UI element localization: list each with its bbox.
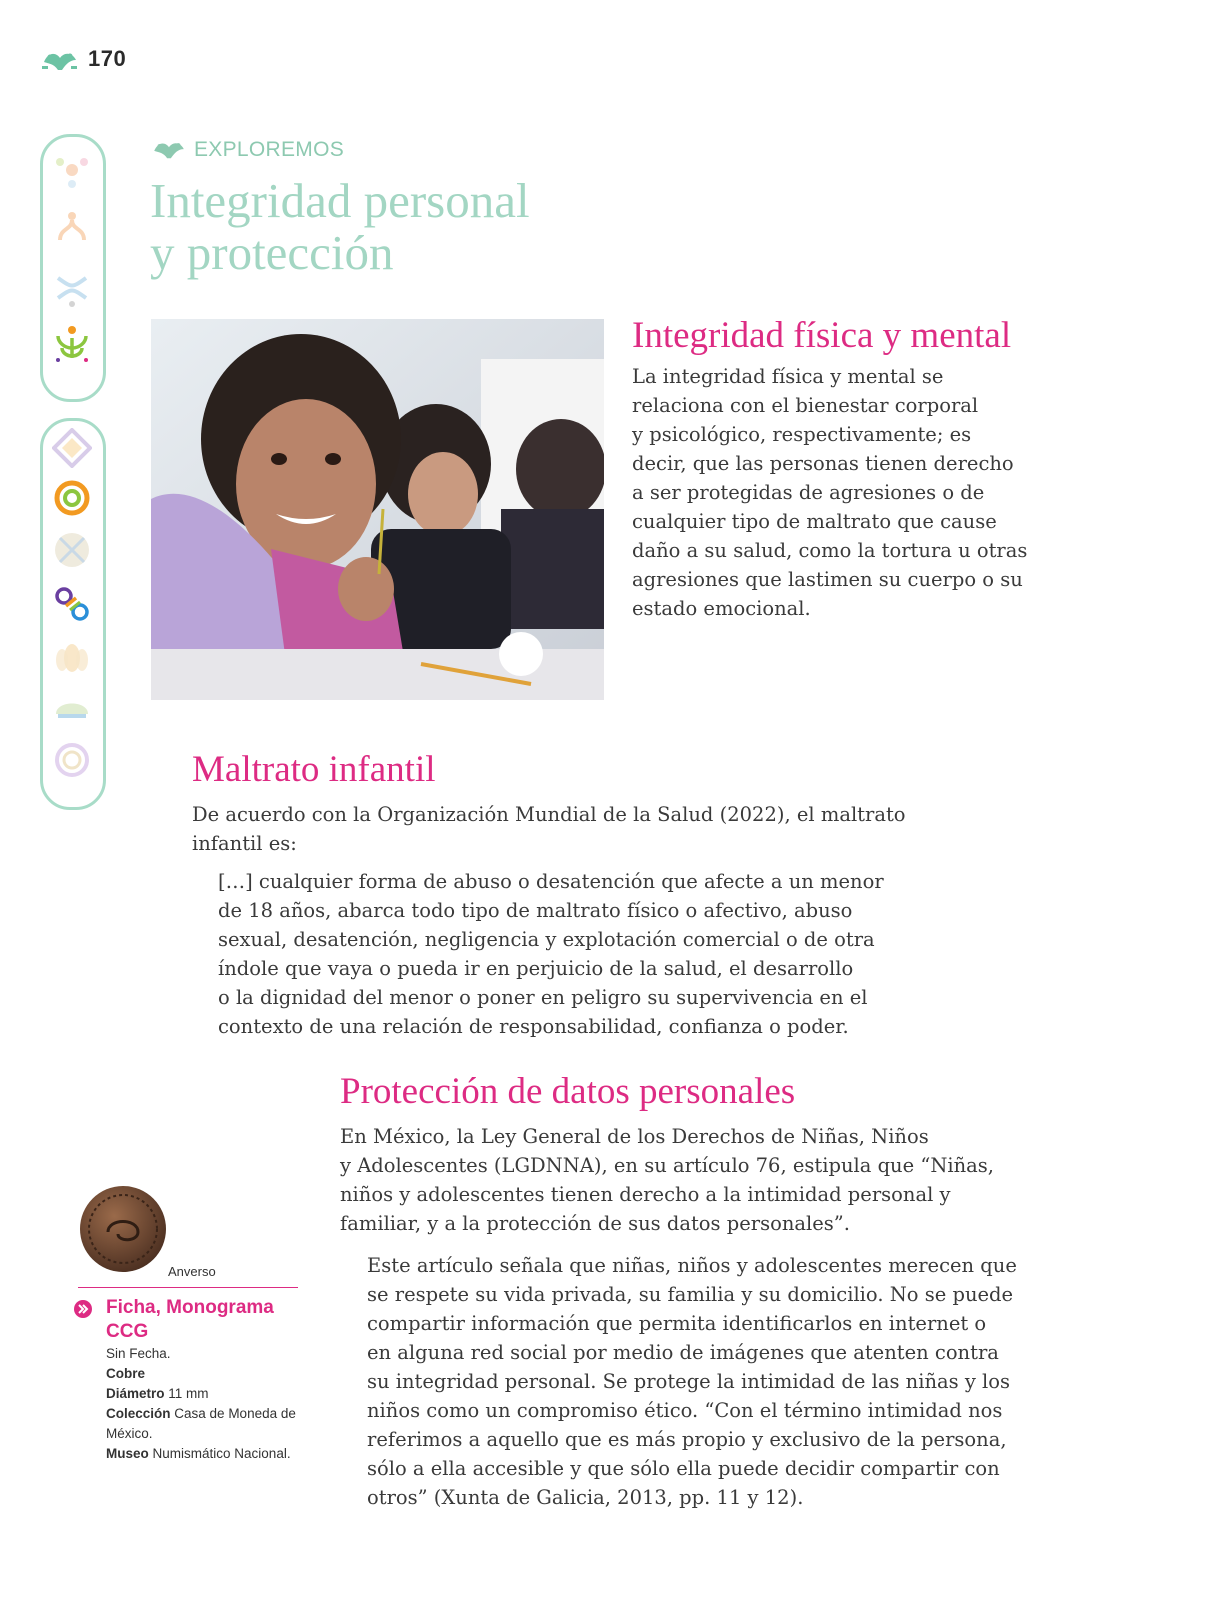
page-title-line-2: y protección — [150, 225, 394, 280]
text-line: infantil es: — [192, 832, 297, 855]
coin-image — [78, 1184, 168, 1274]
paragraph-integridad — [632, 362, 1062, 623]
value: Casa de Moneda de México. — [106, 1406, 296, 1441]
text-line: decir, que las personas tienen derecho — [632, 452, 1014, 475]
text-line: cualquier tipo de maltrato que cause — [632, 510, 997, 533]
lotus-icon — [52, 636, 92, 676]
text-line: familiar, y a la protección de sus datos personales”. — [340, 1212, 850, 1235]
heading-maltrato-infantil: Maltrato infantil — [192, 749, 436, 790]
shell-icon — [52, 688, 92, 728]
text-line: relaciona con el bienestar corporal — [632, 394, 979, 417]
divider — [78, 1287, 298, 1288]
glyph-logo-icon — [40, 48, 80, 74]
children-photo — [151, 319, 604, 700]
block-quote-oms — [218, 867, 938, 1041]
paragraph-articulo — [367, 1251, 1067, 1512]
text-line: Este artículo señala que niñas, niños y adolescentes merecen que — [367, 1254, 1017, 1277]
text-fragment: ), en su artículo 76, estipula que “Niñas, — [593, 1154, 995, 1177]
coin-side-label: Anverso — [168, 1264, 216, 1279]
text-line: […] cualquier forma de abuso o desatención que afecte a un menor — [218, 870, 884, 893]
text-line: en alguna red social por medio de imágenes que atenten contra — [367, 1341, 999, 1364]
coin-metadata — [106, 1344, 306, 1464]
coin-title: Ficha, Monograma CCG — [106, 1297, 274, 1342]
coin-museum — [106, 1444, 306, 1464]
text-line: y psicológico, respectivamente; es — [632, 423, 972, 446]
ornament-icon — [52, 150, 92, 190]
chevron-right-icon — [74, 1300, 92, 1318]
text-line: De acuerdo con la Organización Mundial de la Salud (2022), el maltrato — [192, 803, 906, 826]
text-line: sexual, desatención, negligencia y explotación comercial o de otra — [218, 928, 875, 951]
page-title — [150, 175, 670, 279]
value: Numismático Nacional. — [152, 1446, 291, 1461]
text-line: índole que vaya o pueda ir en perjuicio de la salud, el desarrollo — [218, 957, 854, 980]
text-line: sólo a ella accesible y que sólo ella puede decidir compartir con — [367, 1457, 1000, 1480]
knot-icon — [52, 268, 92, 308]
page-number: 170 — [88, 46, 127, 71]
paragraph-maltrato-intro — [192, 800, 972, 858]
chain-icon — [52, 584, 92, 624]
diamond-icon — [52, 428, 92, 468]
label: Diámetro — [106, 1386, 165, 1401]
text-line: a ser protegidas de agresiones o de — [632, 481, 985, 504]
text-line: referimos a aquello que es más propio y exclusivo de la persona, — [367, 1428, 1007, 1451]
ring-icon — [52, 478, 92, 518]
abbreviation-lgdnna: LGDNNA — [501, 1154, 594, 1177]
text-line: su integridad personal. Se protege la intimidad de las niñas y los — [367, 1370, 1011, 1393]
spiral-icon — [52, 740, 92, 780]
heading-proteccion-datos: Protección de datos personales — [340, 1071, 796, 1112]
text-line: compartir información que permita identificarlos en internet o — [367, 1312, 987, 1335]
label: Colección — [106, 1406, 171, 1421]
text-fragment: y Adolescentes ( — [340, 1154, 502, 1177]
coin-date: Sin Fecha. — [106, 1346, 171, 1361]
text-line: de 18 años, abarca todo tipo de maltrato físico o afectivo, abuso — [218, 899, 853, 922]
section-label: EXPLOREMOS — [194, 138, 345, 161]
swirl-figure-icon — [52, 210, 92, 250]
text-line: agresiones que lastimen su cuerpo o su — [632, 568, 1023, 591]
text-line: daño a su salud, como la tortura u otras — [632, 539, 1028, 562]
page-title-line-1: Integridad personal — [150, 173, 530, 228]
coin-material: Cobre — [106, 1366, 146, 1381]
text-line: estado emocional. — [632, 597, 811, 620]
square-pattern-icon — [52, 530, 92, 570]
children-photo-illustration — [151, 319, 604, 700]
text-line: contexto de una relación de responsabilidad, confianza o poder. — [218, 1015, 849, 1038]
paragraph-lgdnna — [340, 1122, 1040, 1238]
text-line: niños como un compromiso ético. “Con el término intimidad nos — [367, 1399, 1003, 1422]
coin-diameter — [106, 1384, 306, 1404]
text-line: se respete su vida privada, su familia y su domicilio. No se puede — [367, 1283, 1014, 1306]
value: 11 mm — [168, 1386, 209, 1401]
text-line: otros” (Xunta de Galicia, 2013, pp. 11 y 12). — [367, 1486, 804, 1509]
sprout-figure-icon — [52, 324, 92, 364]
text-line: En México, la Ley General de los Derechos de Niñas, Niños — [340, 1125, 929, 1148]
heading-integridad-fisica-mental: Integridad física y mental — [632, 315, 1012, 356]
text-line: niños y adolescentes tienen derecho a la intimidad personal y — [340, 1183, 951, 1206]
label: Museo — [106, 1446, 149, 1461]
coin-collection — [106, 1404, 306, 1444]
text-line — [340, 1151, 1040, 1180]
text-line: o la dignidad del menor o poner en peligro su supervivencia en el — [218, 986, 868, 1009]
glyph-logo-icon — [150, 138, 188, 162]
text-line: La integridad física y mental se — [632, 365, 944, 388]
